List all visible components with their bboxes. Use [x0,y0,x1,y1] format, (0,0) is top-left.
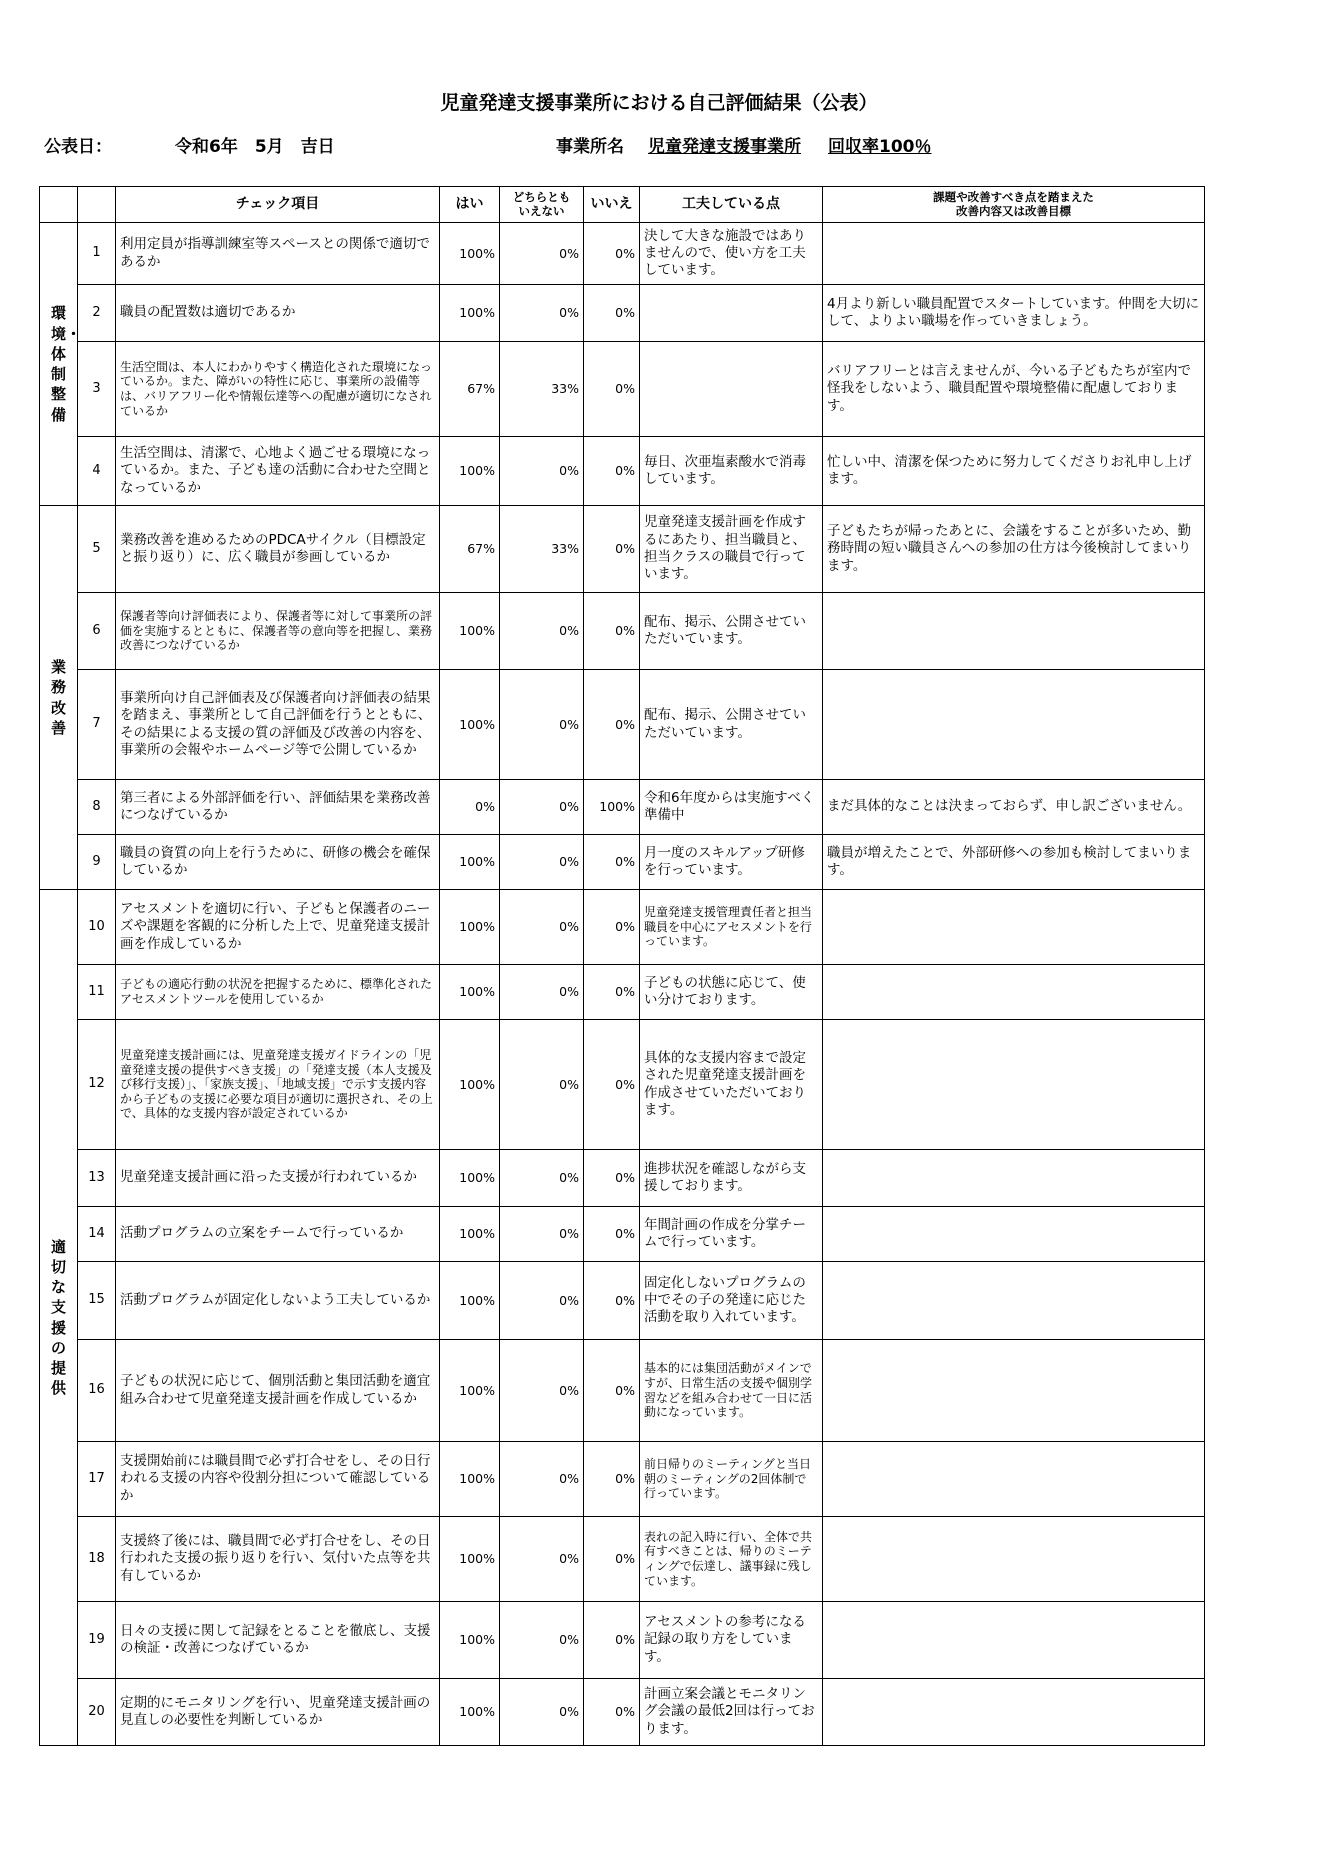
issues-text [823,890,1205,965]
check-item: 児童発達支援計画に沿った支援が行われているか [116,1150,440,1207]
neither-percent: 0% [500,1150,584,1207]
effort-text: 進捗状況を確認しながら支援しております。 [640,1150,823,1207]
no-percent: 0% [584,285,640,342]
check-item: 生活空間は、本人にわかりやすく構造化された環境になっているか。また、障がいの特性に応じ、事業所の設備等は、バリアフリー化や情報伝達等への配慮が適切になされているか [116,342,440,437]
table-row [40,593,1205,670]
effort-text: 基本的には集団活動がメインですが、日常生活の支援や個別学習などを組み合わせて一日に活動になっています。 [640,1340,823,1442]
yes-percent: 100% [440,437,500,506]
neither-percent: 0% [500,593,584,670]
check-item: 児童発達支援計画には、児童発達支援ガイドラインの「児童発達支援の提供すべき支援」の「発達支援（本人支援及び移行支援）」、「家族支援」、「地域支援」で示す支援内容から子どもの支援に必要な項目が適切に選択され、その上で、具体的な支援内容が設定されているか [116,1020,440,1150]
yes-percent: 100% [440,1679,500,1746]
effort-text: 月一度のスキルアップ研修を行っています。 [640,835,823,890]
yes-percent: 67% [440,506,500,593]
issues-text [823,1679,1205,1746]
header-effort: 工夫している点 [640,187,823,223]
row-number: 4 [78,437,116,506]
effort-text: 計画立案会議とモニタリング会議の最低2回は行っております。 [640,1679,823,1746]
row-number: 2 [78,285,116,342]
yes-percent: 67% [440,342,500,437]
table-row [40,223,1205,285]
effort-text: 配布、掲示、公開させていただいています。 [640,593,823,670]
row-number: 3 [78,342,116,437]
table-row [40,1517,1205,1602]
yes-percent: 100% [440,890,500,965]
yes-percent: 100% [440,1602,500,1679]
check-item: 業務改善を進めるためのPDCAサイクル（目標設定と振り返り）に、広く職員が参画しているか [116,506,440,593]
row-number: 18 [78,1517,116,1602]
check-item: アセスメントを適切に行い、子どもと保護者のニーズや課題を客観的に分析した上で、児童発達支援計画を作成しているか [116,890,440,965]
category-label: 適切な支援の提供 [51,1237,67,1398]
effort-text [640,285,823,342]
neither-percent: 0% [500,1442,584,1517]
issues-text: 忙しい中、清潔を保つために努力してくださりお礼申し上げます。 [823,437,1205,506]
yes-percent: 100% [440,1262,500,1340]
neither-percent: 0% [500,670,584,780]
issues-text [823,1602,1205,1679]
effort-text: 児童発達支援管理責任者と担当職員を中心にアセスメントを行っています。 [640,890,823,965]
header-no: いいえ [584,187,640,223]
neither-percent: 0% [500,1679,584,1746]
no-percent: 0% [584,1517,640,1602]
check-item: 日々の支援に関して記録をとることを徹底し、支援の検証・改善につなげているか [116,1602,440,1679]
neither-percent: 0% [500,1517,584,1602]
row-number: 8 [78,780,116,835]
issues-text [823,1262,1205,1340]
issues-text [823,223,1205,285]
table-row [40,890,1205,965]
header-check-item: チェック項目 [116,187,440,223]
effort-text: 前日帰りのミーティングと当日朝のミーティングの2回体制で行っています。 [640,1442,823,1517]
effort-text: 具体的な支援内容まで設定された児童発達支援計画を作成させていただいております。 [640,1020,823,1150]
neither-percent: 0% [500,437,584,506]
row-number: 12 [78,1020,116,1150]
issues-text [823,965,1205,1020]
effort-text: 固定化しないプログラムの中でその子の発達に応じた活動を取り入れています。 [640,1262,823,1340]
no-percent: 0% [584,223,640,285]
check-item: 定期的にモニタリングを行い、児童発達支援計画の見直しの必要性を判断しているか [116,1679,440,1746]
no-percent: 0% [584,1020,640,1150]
check-item: 第三者による外部評価を行い、評価結果を業務改善につなげているか [116,780,440,835]
row-number: 15 [78,1262,116,1340]
neither-percent: 33% [500,506,584,593]
no-percent: 0% [584,593,640,670]
row-number: 13 [78,1150,116,1207]
header-blank-number [78,187,116,223]
effort-text: 年間計画の作成を分掌チームで行っています。 [640,1207,823,1262]
yes-percent: 100% [440,1207,500,1262]
no-percent: 0% [584,342,640,437]
yes-percent: 100% [440,593,500,670]
row-number: 7 [78,670,116,780]
issues-text: 子どもたちが帰ったあとに、会議をすることが多いため、勤務時間の短い職員さんへの参加の仕方は今後検討してまいります。 [823,506,1205,593]
check-item: 利用定員が指導訓練室等スペースとの関係で適切であるか [116,223,440,285]
check-item: 職員の配置数は適切であるか [116,285,440,342]
category-label: 環境・体制整備 [51,304,82,424]
check-item: 活動プログラムの立案をチームで行っているか [116,1207,440,1262]
effort-text: 決して大きな施設ではありませんので、使い方を工夫しています。 [640,223,823,285]
check-item: 事業所向け自己評価表及び保護者向け評価表の結果を踏まえ、事業所として自己評価を行うとともに、その結果による支援の質の評価及び改善の内容を、事業所の会報やホームページ等で公開しているか [116,670,440,780]
yes-percent: 100% [440,285,500,342]
check-item: 子どもの状況に応じて、個別活動と集団活動を適宜組み合わせて児童発達支援計画を作成しているか [116,1340,440,1442]
table-row [40,1020,1205,1150]
header-issues: 課題や改善すべき点を踏まえた 改善内容又は改善目標 [823,187,1205,223]
row-number: 17 [78,1442,116,1517]
effort-text: 表れの記入時に行い、全体で共有すべきことは、帰りのミーティングで伝達し、議事録に残しています。 [640,1517,823,1602]
issues-text [823,1340,1205,1442]
table-row [40,835,1205,890]
table-row [40,670,1205,780]
neither-percent: 0% [500,285,584,342]
check-item: 支援開始前には職員間で必ず打合せをし、その日行われる支援の内容や役割分担について確認しているか [116,1442,440,1517]
check-item: 子どもの適応行動の状況を把握するために、標準化されたアセスメントツールを使用しているか [116,965,440,1020]
table-row [40,1602,1205,1679]
effort-text: 児童発達支援計画を作成するにあたり、担当職員と、担当クラスの職員で行っています。 [640,506,823,593]
row-number: 14 [78,1207,116,1262]
no-percent: 0% [584,890,640,965]
table-row [40,506,1205,593]
neither-percent: 0% [500,780,584,835]
header-blank-category [40,187,78,223]
check-item: 支援終了後には、職員間で必ず打合せをし、その日行われた支援の振り返りを行い、気付いた点等を共有しているか [116,1517,440,1602]
neither-percent: 0% [500,1207,584,1262]
issues-text: 4月より新しい職員配置でスタートしています。仲間を大切にして、よりよい職場を作っていきましょう。 [823,285,1205,342]
effort-text: 毎日、次亜塩素酸水で消毒しています。 [640,437,823,506]
yes-percent: 100% [440,1517,500,1602]
row-number: 5 [78,506,116,593]
issues-text: まだ具体的なことは決まっておらず、申し訳ございません。 [823,780,1205,835]
table-row [40,1340,1205,1442]
no-percent: 0% [584,437,640,506]
response-rate: 回収率100％ [828,137,932,157]
neither-percent: 0% [500,1262,584,1340]
yes-percent: 0% [440,780,500,835]
row-number: 9 [78,835,116,890]
yes-percent: 100% [440,1442,500,1517]
table-row [40,1442,1205,1517]
no-percent: 0% [584,835,640,890]
yes-percent: 100% [440,670,500,780]
yes-percent: 100% [440,1340,500,1442]
issues-text: バリアフリーとは言えませんが、今いる子どもたちが室内で怪我をしないよう、職員配置や環境整備に配慮しております。 [823,342,1205,437]
no-percent: 100% [584,780,640,835]
neither-percent: 0% [500,1340,584,1442]
check-item: 活動プログラムが固定化しないよう工夫しているか [116,1262,440,1340]
no-percent: 0% [584,1207,640,1262]
no-percent: 0% [584,1150,640,1207]
neither-percent: 0% [500,835,584,890]
no-percent: 0% [584,1679,640,1746]
row-number: 6 [78,593,116,670]
evaluation-table [39,186,1205,1746]
effort-text: 子どもの状態に応じて、使い分けております。 [640,965,823,1020]
neither-percent: 0% [500,965,584,1020]
neither-percent: 0% [500,1020,584,1150]
no-percent: 0% [584,1602,640,1679]
yes-percent: 100% [440,835,500,890]
category-cell [40,223,82,506]
row-number: 1 [78,223,116,285]
table-row [40,437,1205,506]
row-number: 11 [78,965,116,1020]
table-row [40,780,1205,835]
check-item: 生活空間は、清潔で、心地よく過ごせる環境になっているか。また、子ども達の活動に合わせた空間となっているか [116,437,440,506]
yes-percent: 100% [440,1150,500,1207]
table-row [40,1207,1205,1262]
neither-percent: 33% [500,342,584,437]
issues-text [823,670,1205,780]
category-cell [40,506,78,890]
no-percent: 0% [584,1340,640,1442]
category-label: 業務改善 [51,658,67,737]
no-percent: 0% [584,965,640,1020]
no-percent: 0% [584,1262,640,1340]
neither-percent: 0% [500,1602,584,1679]
no-percent: 0% [584,1442,640,1517]
check-item: 保護者等向け評価表により、保護者等に対して事業所の評価を実施するとともに、保護者等の意向等を把握し、業務改善につなげているか [116,593,440,670]
page-title: 児童発達支援事業所における自己評価結果（公表） [440,92,878,114]
table-row [40,965,1205,1020]
table-row [40,1262,1205,1340]
table-row [40,342,1205,437]
no-percent: 0% [584,670,640,780]
issues-text [823,1442,1205,1517]
effort-text: 令和6年度からは実施すべく準備中 [640,780,823,835]
effort-text [640,342,823,437]
table-row [40,1679,1205,1746]
office-name-value: 児童発達支援事業所 [648,137,801,157]
header-neither: どちらとも いえない [500,187,584,223]
office-name-label: 事業所名 [556,137,624,157]
header-yes: はい [440,187,500,223]
neither-percent: 0% [500,890,584,965]
neither-percent: 0% [500,223,584,285]
effort-text: 配布、掲示、公開させていただいています。 [640,670,823,780]
table-row [40,285,1205,342]
issues-text [823,593,1205,670]
yes-percent: 100% [440,965,500,1020]
table-row [40,1150,1205,1207]
row-number: 19 [78,1602,116,1679]
issues-text: 職員が増えたことで、外部研修への参加も検討してまいります。 [823,835,1205,890]
row-number: 20 [78,1679,116,1746]
issues-text [823,1150,1205,1207]
no-percent: 0% [584,506,640,593]
publish-date-value: 令和6年 5月 吉日 [175,137,335,157]
yes-percent: 100% [440,1020,500,1150]
issues-text [823,1517,1205,1602]
publish-date-label: 公表日： [44,137,112,157]
row-number: 10 [78,890,116,965]
table-header-row [40,187,1205,223]
issues-text [823,1207,1205,1262]
effort-text: アセスメントの参考になる記録の取り方をしています。 [640,1602,823,1679]
issues-text [823,1020,1205,1150]
yes-percent: 100% [440,223,500,285]
check-item: 職員の資質の向上を行うために、研修の機会を確保しているか [116,835,440,890]
row-number: 16 [78,1340,116,1442]
category-cell [40,890,78,1746]
